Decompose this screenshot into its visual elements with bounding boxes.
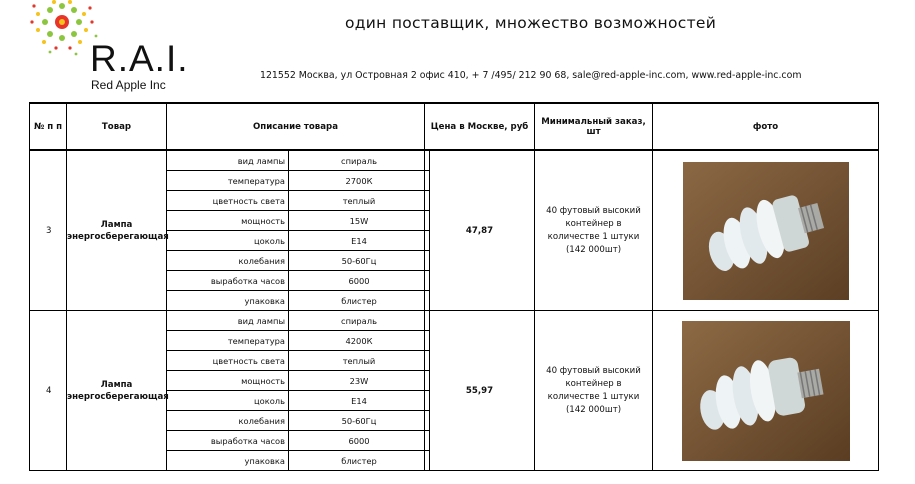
spec-value: теплый xyxy=(289,351,430,371)
spec-value: 4200К xyxy=(289,331,430,351)
spec-value: 50-60Гц xyxy=(289,251,430,271)
spec-key: цветность света xyxy=(167,191,289,211)
product-photo-cell xyxy=(653,150,879,311)
spec-value: 6000 xyxy=(289,431,430,451)
page-title: один поставщик, множество возможностей xyxy=(345,14,717,32)
spec-key: упаковка xyxy=(167,291,289,311)
spec-value: блистер xyxy=(289,451,430,471)
price-table xyxy=(29,102,879,479)
spec-key: выработка часов xyxy=(167,431,289,451)
spec-key: температура xyxy=(167,171,289,191)
spec-table xyxy=(167,311,430,470)
header-price: Цена в Москве, руб xyxy=(425,103,535,150)
product-description xyxy=(167,311,425,471)
logo-subtitle: Red Apple Inc xyxy=(91,78,166,92)
header-num: № п п xyxy=(30,103,67,150)
header-min-order: Минимальный заказ, шт xyxy=(535,103,653,150)
spec-key: цоколь xyxy=(167,231,289,251)
spec-value: 6000 xyxy=(289,271,430,291)
spec-key: упаковка xyxy=(167,451,289,471)
spec-value: 23W xyxy=(289,371,430,391)
table-row xyxy=(30,150,879,311)
min-order: 40 футовый высокий контейнер в количестве 1 штуки (142 000шт) xyxy=(535,311,653,471)
spiral-lamp-image xyxy=(682,321,850,461)
spec-key: выработка часов xyxy=(167,271,289,291)
spec-value: 50-60Гц xyxy=(289,411,430,431)
spec-key: колебания xyxy=(167,411,289,431)
spec-key: колебания xyxy=(167,251,289,271)
spiral-lamp-image xyxy=(683,162,849,300)
spec-table xyxy=(167,151,430,310)
product-name: Лампа энергосберегающая xyxy=(67,311,167,471)
row-number: 3 xyxy=(30,150,67,311)
table-row xyxy=(30,311,879,471)
spec-value: спираль xyxy=(289,151,430,171)
spec-key: мощность xyxy=(167,211,289,231)
contact-info: 121552 Москва, ул Островная 2 офис 410, + 7 /495/ 212 90 68, sale@red-apple-inc.com, www.red-apple-inc.com xyxy=(260,70,802,81)
spec-key: вид лампы xyxy=(167,151,289,171)
product-price: 55,97 xyxy=(425,311,535,471)
spec-value: 15W xyxy=(289,211,430,231)
header-description: Описание товара xyxy=(167,103,425,150)
product-description xyxy=(167,150,425,311)
spec-value: Е14 xyxy=(289,391,430,411)
logo-wordmark: R.A.I. xyxy=(90,38,189,79)
spec-value: теплый xyxy=(289,191,430,211)
min-order: 40 футовый высокий контейнер в количестве 1 штуки (142 000шт) xyxy=(535,150,653,311)
header-product: Товар xyxy=(67,103,167,150)
company-logo xyxy=(30,0,200,98)
product-photo-cell xyxy=(653,311,879,471)
product-photo xyxy=(683,162,849,300)
table-header-row xyxy=(30,103,879,150)
row-number: 4 xyxy=(30,311,67,471)
product-photo xyxy=(682,321,850,461)
spec-key: мощность xyxy=(167,371,289,391)
spec-key: вид лампы xyxy=(167,311,289,331)
spec-value: 2700К xyxy=(289,171,430,191)
spec-value: блистер xyxy=(289,291,430,311)
header-photo: фото xyxy=(653,103,879,150)
product-price: 47,87 xyxy=(425,150,535,311)
spec-key: цветность света xyxy=(167,351,289,371)
product-name: Лампа энергосберегающая xyxy=(67,150,167,311)
spec-key: цоколь xyxy=(167,391,289,411)
spec-value: Е14 xyxy=(289,231,430,251)
spec-key: температура xyxy=(167,331,289,351)
spec-value: спираль xyxy=(289,311,430,331)
